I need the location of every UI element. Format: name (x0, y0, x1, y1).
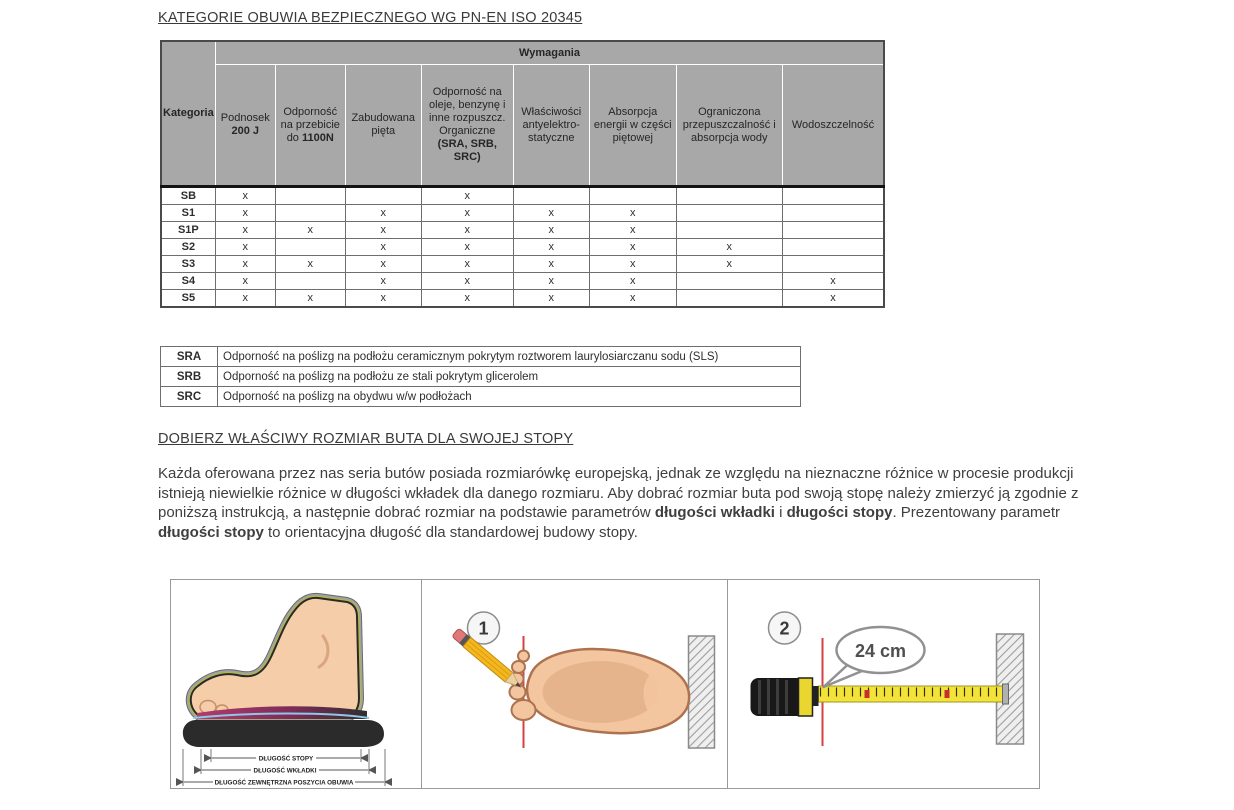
group-header-wymagania: Wymagania (215, 41, 884, 65)
instruction-figures (170, 579, 1234, 789)
mark-cell: x (589, 273, 676, 290)
mark-cell (782, 256, 884, 273)
mark-cell: x (421, 256, 513, 273)
mark-cell: x (589, 256, 676, 273)
paragraph-text: to orientacyjna długość dla standardowej budowy stopy. (263, 523, 638, 541)
category-row-S2 (161, 239, 884, 256)
column-header-7 (782, 65, 884, 187)
requirements-header-row (161, 65, 884, 187)
mark-cell (782, 239, 884, 256)
column-header-text: (SRA, SRB, SRC) (437, 138, 497, 163)
column-header-text: Podnosek (220, 112, 270, 124)
category-row-S1P (161, 222, 884, 239)
measure-step1-figure (422, 580, 727, 788)
slip-description-cell: Odporność na poślizg na podłożu ze stali pokrytym glicerolem (218, 367, 801, 387)
shoe-length-diagram (171, 580, 421, 788)
mark-cell: x (215, 273, 275, 290)
mark-cell (782, 187, 884, 205)
svg-text:2: 2 (779, 618, 790, 639)
column-header-text: Odporność na oleje, benzynę i inne rozpuszcz. Organiczne (429, 86, 506, 137)
paragraph-text: długości stopy (158, 523, 264, 541)
shoe-length-diagram-panel (170, 579, 422, 789)
step-number-badge (769, 612, 801, 644)
category-cell: S1 (161, 205, 215, 222)
category-cell: S4 (161, 273, 215, 290)
mark-cell: x (275, 290, 345, 308)
column-header-1 (275, 65, 345, 187)
measure-step1-panel (422, 579, 728, 789)
mark-cell: x (513, 290, 589, 308)
mark-cell: x (421, 273, 513, 290)
column-header-text: Zabudowana pięta (351, 112, 416, 137)
paragraph-text: i (774, 504, 787, 521)
mark-cell: x (215, 256, 275, 273)
wall-hatch (689, 636, 715, 748)
column-header-0 (215, 65, 275, 187)
mark-cell (275, 187, 345, 205)
measure-step2-figure (728, 580, 1039, 788)
mark-cell: x (345, 222, 421, 239)
mark-cell: x (421, 290, 513, 308)
column-header-6 (676, 65, 782, 187)
label-outer-length: DŁUGOŚĆ ZEWNĘTRZNA POSZYCIA OBUWIA (214, 779, 354, 787)
mark-cell: x (513, 205, 589, 222)
measurement-bubble (824, 627, 925, 687)
mark-cell: x (421, 222, 513, 239)
measure-step2-panel (728, 579, 1040, 789)
mark-cell (676, 273, 782, 290)
mark-cell: x (589, 239, 676, 256)
mark-cell: x (345, 239, 421, 256)
slip-code-cell: SRA (161, 347, 218, 367)
mark-cell (513, 187, 589, 205)
foot-illustration (510, 649, 690, 733)
sizing-paragraph (158, 464, 1084, 542)
page-title-sizing: DOBIERZ WŁAŚCIWY ROZMIAR BUTA DLA SWOJEJ STOPY (158, 431, 574, 447)
mark-cell: x (345, 290, 421, 308)
slip-code-cell: SRC (161, 387, 218, 407)
svg-text:1: 1 (478, 618, 489, 639)
mark-cell (782, 222, 884, 239)
category-row-SB (161, 187, 884, 205)
slip-row-SRA (161, 347, 801, 367)
mark-cell (676, 187, 782, 205)
mark-cell: x (345, 205, 421, 222)
mark-cell: x (513, 239, 589, 256)
column-header-text: Ograniczona przepuszczalność i absorpcja wody (682, 105, 776, 144)
slip-row-SRB (161, 367, 801, 387)
mark-cell: x (421, 239, 513, 256)
column-header-text: 200 J (231, 125, 260, 137)
slip-description-cell: Odporność na poślizg na obydwu w/w podłożach (218, 387, 801, 407)
category-cell: S3 (161, 256, 215, 273)
mark-cell: x (215, 205, 275, 222)
mark-cell: x (275, 222, 345, 239)
boot-outline-illustration (191, 598, 359, 717)
mark-cell: x (782, 273, 884, 290)
category-row-S3 (161, 256, 884, 273)
mark-cell: x (275, 256, 345, 273)
label-foot-length: DŁUGOŚĆ STOPY (258, 755, 314, 763)
label-insole-length: DŁUGOŚĆ WKŁADKI (253, 767, 317, 775)
categories-table (160, 40, 885, 308)
column-header-text: Absorpcja energii w części piętowej (593, 105, 672, 144)
column-header-text: Wodoszczelność (791, 118, 875, 131)
mark-cell (676, 205, 782, 222)
slip-code-cell: SRB (161, 367, 218, 387)
category-cell: S5 (161, 290, 215, 308)
mark-cell: x (589, 222, 676, 239)
slip-description-cell: Odporność na poślizg na podłożu ceramicznym pokrytym roztworem laurylosiarczanu sodu (SLS) (218, 347, 801, 367)
mark-cell: x (589, 290, 676, 308)
categories-table-body (161, 187, 884, 308)
paragraph-text: długości stopy (786, 504, 893, 521)
paragraph-text: Każda oferowana przez nas seria butów posiada rozmiarówkę europejską, jednak ze względu na nieznaczne różnice w procesie produkcji istnieją niewielkie różnice w długości wkładek dla danego rozmiaru. Aby dobrać rozmiar buta pod swoją stopę należy zmierzyć ją zgodnie z poniższą instrukcją, a następnie dobrać rozmiar na podstawie parametrów (158, 465, 1079, 521)
mark-cell: x (345, 273, 421, 290)
slip-table-body (161, 347, 801, 407)
mark-cell: x (345, 256, 421, 273)
column-header-5 (589, 65, 676, 187)
mark-cell (275, 205, 345, 222)
column-header-text: 1100N (301, 131, 334, 144)
mark-cell: x (421, 187, 513, 205)
category-cell: SB (161, 187, 215, 205)
column-header-4 (513, 65, 589, 187)
mark-cell: x (215, 239, 275, 256)
svg-text:24 cm: 24 cm (854, 641, 907, 661)
mark-cell: x (421, 205, 513, 222)
mark-cell (782, 205, 884, 222)
mark-cell: x (215, 222, 275, 239)
slip-resistance-table (160, 346, 801, 407)
mark-cell (676, 290, 782, 308)
mark-cell: x (215, 290, 275, 308)
paragraph-text: . Prezentowany parametr (892, 504, 1061, 521)
mark-cell (589, 187, 676, 205)
mark-cell: x (215, 187, 275, 205)
mark-cell: x (513, 222, 589, 239)
category-row-S5 (161, 290, 884, 308)
column-header-2 (345, 65, 421, 187)
mark-cell (275, 273, 345, 290)
mark-cell (345, 187, 421, 205)
mark-cell: x (513, 273, 589, 290)
mark-cell: x (782, 290, 884, 308)
page-title-categories: KATEGORIE OBUWIA BEZPIECZNEGO WG PN-EN ISO 20345 (158, 10, 583, 26)
tape-measure-illustration (751, 678, 1009, 716)
category-cell: S2 (161, 239, 215, 256)
category-row-S1 (161, 205, 884, 222)
slip-row-SRC (161, 387, 801, 407)
category-cell: S1P (161, 222, 215, 239)
mark-cell: x (676, 256, 782, 273)
column-header-text: Odporność na przebicie do (280, 105, 340, 144)
mark-cell (275, 239, 345, 256)
column-header-text: Właściwości antyelektro-statyczne (521, 105, 582, 144)
mark-cell (676, 222, 782, 239)
mark-cell: x (676, 239, 782, 256)
category-row-S4 (161, 273, 884, 290)
paragraph-text: długości wkładki (654, 504, 775, 521)
mark-cell: x (513, 256, 589, 273)
corner-header-kategoria: Kategoria (161, 41, 215, 187)
mark-cell: x (589, 205, 676, 222)
boot-sole (183, 720, 384, 747)
column-header-3 (421, 65, 513, 187)
